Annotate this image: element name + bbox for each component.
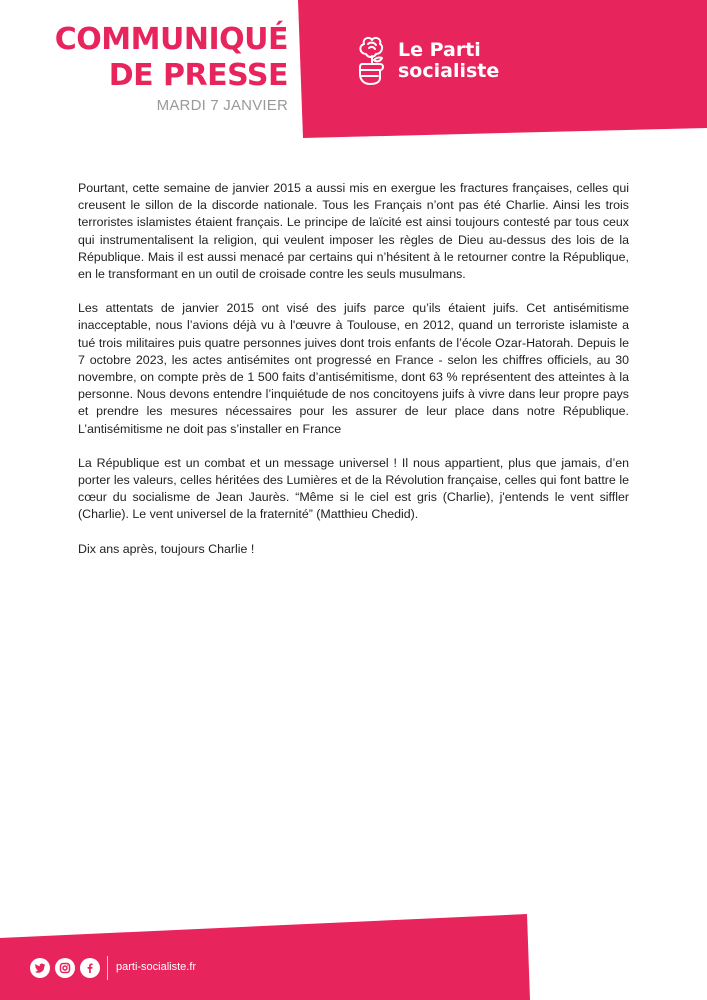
paragraph: La République est un combat et un message universel ! Il nous appartient, plus que jamais, d’en porter les valeurs, celles héritées des Lumières et de la Révolution française, celles qui font battre le cœur du socialisme de Jean Jaurès. “Même si le ciel est gris (Charlie), j'entends le vent siffler (Charlie). Le vent universel de la fraternité” (Matthieu Chedid). xyxy=(78,455,629,522)
twitter-icon[interactable] xyxy=(30,958,50,978)
brand-name-line-1: Le Parti xyxy=(398,39,481,61)
rose-fist-icon xyxy=(352,34,392,88)
title-line-1: COMMUNIQUÉ xyxy=(54,22,288,57)
footer-banner xyxy=(0,900,707,1000)
title-line-2: DE PRESSE xyxy=(108,58,288,93)
paragraph: Dix ans après, toujours Charlie ! xyxy=(78,541,255,556)
press-date: MARDI 7 JANVIER xyxy=(156,97,288,114)
paragraph: Pourtant, cette semaine de janvier 2015 a aussi mis en exergue les fractures françaises, celles qui creusent le sillon de la discorde nationale. Tous les Français n’ont pas été Charlie. Ainsi les trois terroristes islamistes étaient français. Le principe de laïcité est ainsi toujours contesté par tous ceux qui instrumentalisent la religion, qui veulent imposer les règles de Dieu au-dessus des lois de la République. Mais il est aussi menacé par certains qui n’hésitent à le retourner contre la République, en le transformant en un outil de croisade contre les seuls musulmans. xyxy=(78,181,629,282)
footer-divider xyxy=(107,956,108,980)
website-link[interactable]: parti-socialiste.fr xyxy=(116,961,197,973)
brand-name xyxy=(398,40,499,82)
brand-name-line-2: socialiste xyxy=(398,60,500,82)
press-release-body xyxy=(78,180,629,575)
facebook-icon[interactable] xyxy=(80,958,100,978)
instagram-icon[interactable] xyxy=(55,958,75,978)
paragraph: Les attentats de janvier 2015 ont visé des juifs parce qu’ils étaient juifs. Cet antisémitisme inacceptable, nous l’avions déjà vu à l'œuvre à Toulouse, en 2012, quand un terroriste islamiste a tué trois militaires puis quatre personnes juives dont trois enfants de l’école Ozar-Hatorah. Depuis le 7 octobre 2023, les actes antisémites ont progressé en France - selon les chiffres officiels, au 30 novembre, on compte près de 1 500 faits d’antisémitisme, dont 63 % représentent des atteintes à la personne. Nous devons entendre l’inquiétude de nos concitoyens juifs à vivre dans leur propre pays et prendre les mesures nécessaires pour les assurer de leur place dans notre République. L’antisémitisme ne doit pas s’installer en France xyxy=(78,301,629,436)
